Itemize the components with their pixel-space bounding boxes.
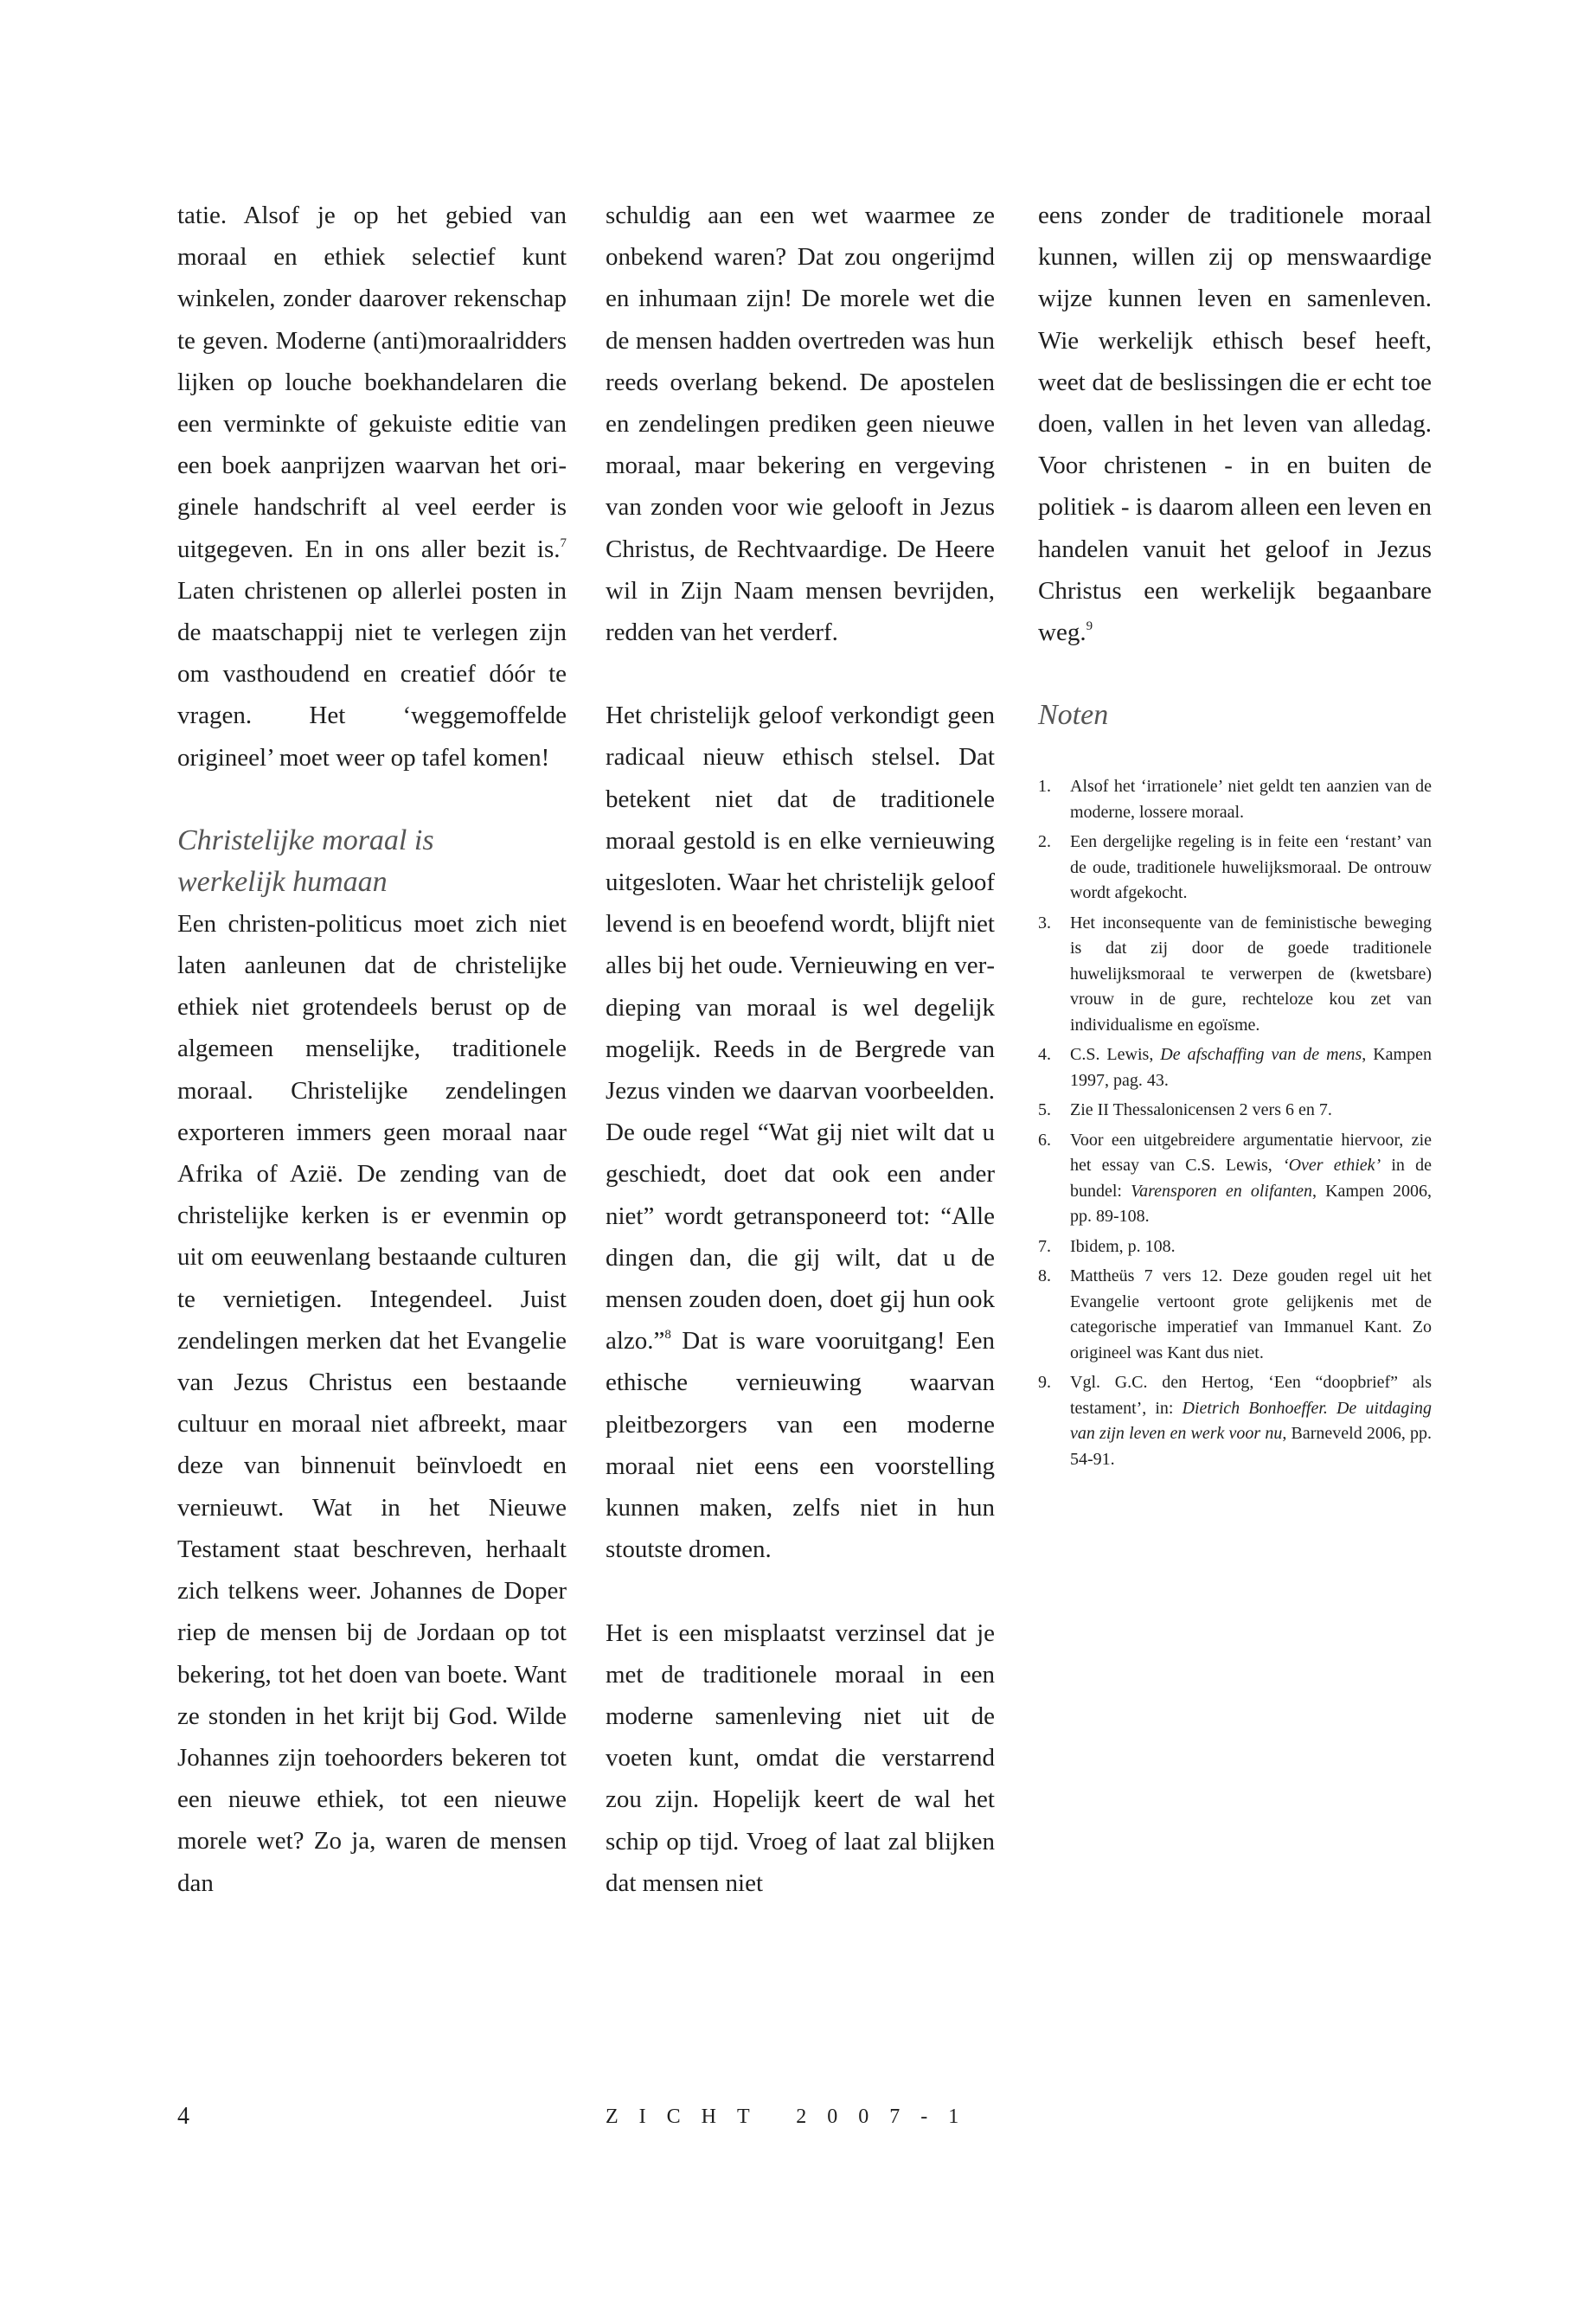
section-heading: Christelijke moraal is werkelijk humaan [177, 824, 434, 898]
paragraph: Het christelijk geloof verkondigt geen radicaal nieuw ethisch stelsel. Dat betekent niet dat de traditionele moraal gestold is en elke vernieuwing uitgesloten. Waar het christelijk geloof levend is en beoefend wordt, blijft niet alles bij het oude. Vernieuwing en verdieping van moraal is wel degelijk mogelijk. Reeds in de Bergrede van Jezus vinden we daarvan voorbeelden. De oude regel “Wat gij niet wilt dat u geschiedt, doet dat ook een ander niet” wordt getransponeerd tot: “Alle dingen dan, die gij wilt, dat u de mensen zouden doen, doet gij hun ook alzo.”$^8$ Dat is ware vooruitgang! Een ethische vernieuwing waarvan pleitbezorgers van een moderne moraal niet eens een voorstelling kunnen maken, zelfs niet in hun stoutste dromen. [606, 702, 995, 1564]
footnote-ref[interactable]: 7 [560, 535, 567, 550]
footnote-ref[interactable]: 8 [664, 1328, 671, 1343]
note-item: 6. Voor een uitgebreidere argumentatie hiervoor, zie het essay van C.S. Lewis, ‘Over ethiek’ in de bundel: Varensporen en olifanten, Kampen 2006, pp. 89-108. [1038, 1130, 1433, 1227]
text-column-3 [1038, 195, 1432, 1477]
paragraph: eens zonder de traditionele moraal kunnen, willen zij op menswaardige wijze kunnen leven en samenleven. Wie werkelijk ethisch besef heeft, weet dat de beslissingen die er echt toe doen, vallen in het leven van alledag. Voor christenen - in en buiten de politiek - is daarom alleen een leven en handelen vanuit het geloof in Jezus Christus een werkelijk begaanbare weg.$^9$ [1038, 202, 1432, 647]
footnote-ref[interactable]: 9 [1086, 619, 1093, 634]
note-item: 4. C.S. Lewis, De afschaffing van de mens, Kampen 1997, pag. 43. [1038, 1045, 1432, 1090]
notes-list [1038, 774, 1432, 1472]
paragraph: schuldig aan een wet waarmee ze onbekend waren? Dat zou ongerijmd en inhumaan zijn! De morele wet die de mensen hadden overtreden was hun reeds overlang bekend. De apostelen en zendelingen prediken geen nieuwe moraal, maar bekering en vergeving van zonden voor wie gelooft in Jezus Christus, de Rechtvaardige. De Heere wil in Zijn Naam mensen bevrijden, redden van het verderf. [606, 202, 995, 647]
paragraph: Een christen-politicus moet zich niet laten aanleunen dat de christelijke ethiek niet grotendeels berust op de algemeen menselijke, traditionele moraal. Christelijke zendelingen exporteren immers geen moraal naar Afrika of Azië. De zending van de christelijke kerken is er evenmin op uit om eeuwenlang bestaande culturen te vernietigen. Integendeel. Juist zendelingen merken dat het Evangelie van Jezus Christus een bestaande cultuur en moraal niet afbreekt, maar deze van binnenuit beïnvloedt en vernieuwt. Wat in het Nieuwe Testament staat beschreven, herhaalt zich telkens weer. Johannes de Doper riep de mensen bij de Jordaan op tot bekering, tot het doen van boete. Want ze stonden in het krijt bij God. Wilde Johannes zijn toehoorders bekeren tot een nieuwe ethiek, tot een nieuwe morele wet? Zo ja, waren de mensen dan [177, 909, 567, 1897]
note-item: 9. Vgl. G.C. den Hertog, ‘Een “doopbrief” als testament’, in: Dietrich Bonhoeffer. De uitdaging van zijn leven en werk voor nu, Barneveld 2006, pp. 54-91. [1038, 1373, 1433, 1469]
text-column-1 [177, 195, 567, 1904]
paragraph: tatie. Alsof je op het gebied van moraal en ethiek selectief kunt winkelen, zonder daarover rekenschap te geven. Moderne (anti)moraalridders lijken op louche boekhandelaren die een verminkte of gekuiste editie van een boek aanprijzen waarvan het originele handschrift al veel eerder is uitgegeven. En in ons aller bezit is.$^7$ Laten christenen op allerlei posten in de maatschappij niet te verlegen zijn om vasthoudend en creatief dóór te vragen. Het ‘weggemoffelde origineel’ moet weer op tafel komen! [177, 202, 567, 772]
text-column-2 [606, 195, 995, 1904]
notes-heading: Noten [1038, 699, 1109, 732]
note-item: 1. Alsof het ‘irrationele’ niet geldt ten aanzien van de moderne, lossere moraal. [1038, 777, 1432, 822]
note-item: 3. Het inconsequente van de feministische beweging is dat zij door de goede traditionele huwelijksmoraal te verwerpen de (kwetsbare) vrouw in de gure, rechteloze kou zet van individualisme en egoïsme. [1038, 913, 1432, 1035]
journal-issue: ZICHT 2007-1 [606, 2106, 980, 2128]
page-number: 4 [177, 2103, 189, 2130]
note-item: 2. Een dergelijke regeling is in feite een ‘restant’ van de oude, traditionele huwelijksmoraal. De ontrouw wordt afgekocht. [1038, 832, 1432, 903]
note-item: 5. Zie II Thessalonicensen 2 vers 6 en 7. [1038, 1100, 1332, 1120]
paragraph: Het is een misplaatst verzinsel dat je met de traditionele moraal in een moderne samenleving niet uit de voeten kunt, omdat die verstarrend zou zijn. Hopelijk keert de wal het schip op tijd. Vroeg of laat zal blijken dat mensen niet [606, 1618, 995, 1897]
note-item: 8. Mattheüs 7 vers 12. Deze gouden regel uit het Evangelie vertoont grote gelijkenis met de categorische imperatief van Immanuel Kant. Zo origineel was Kant dus niet. [1038, 1266, 1432, 1362]
note-item: 7. Ibidem, p. 108. [1038, 1236, 1176, 1256]
